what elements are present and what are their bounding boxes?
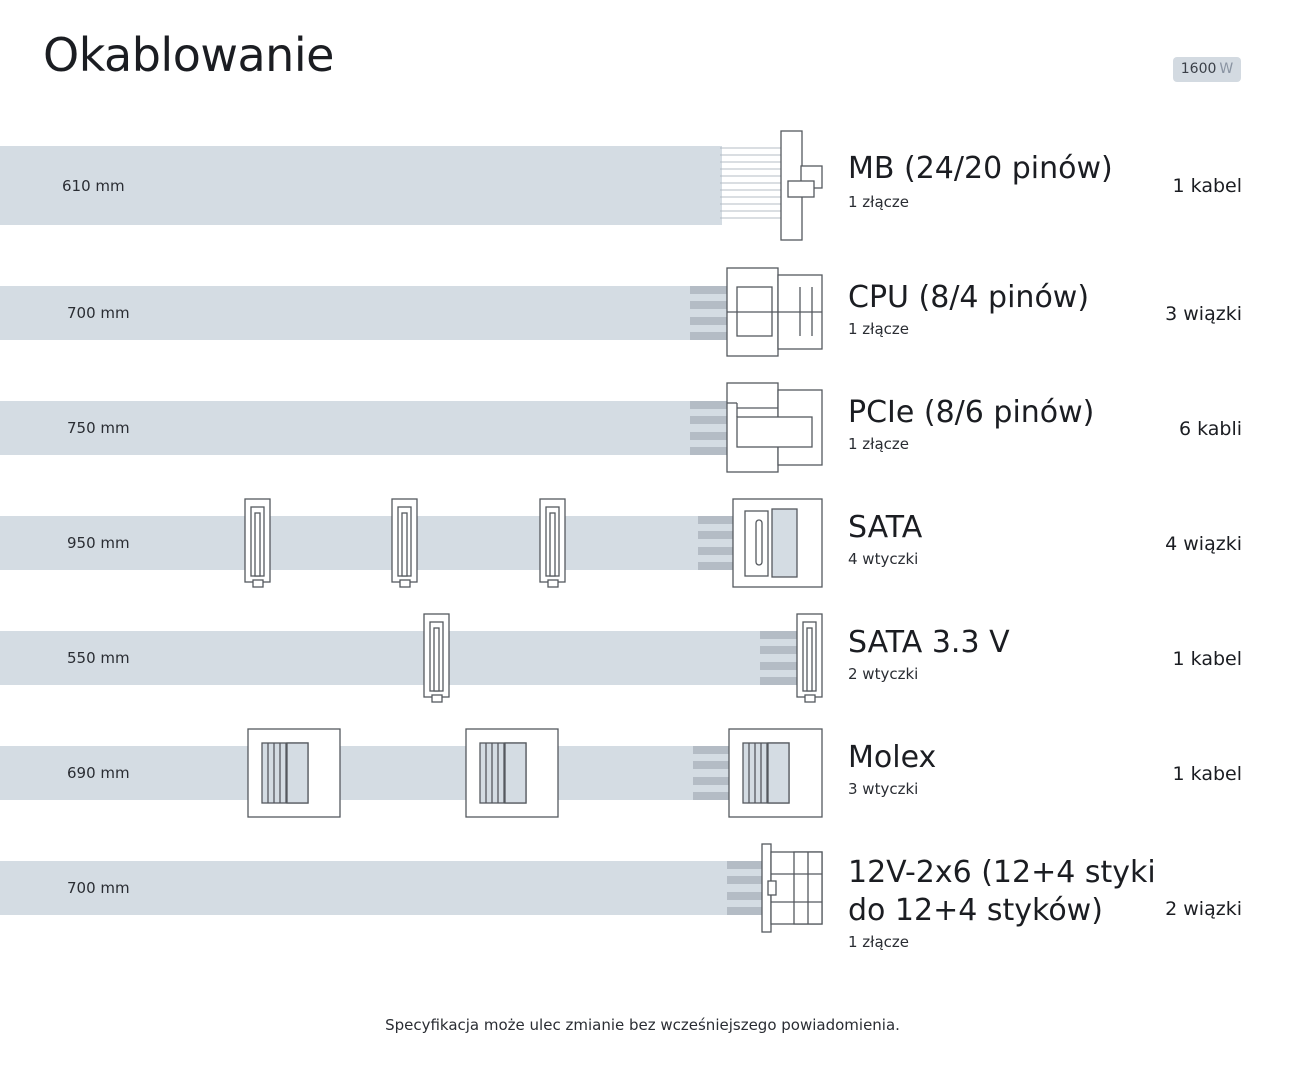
cable-name: SATA 3.3 V (848, 625, 1010, 660)
footnote: Specyfikacja może ulec zmianie bez wcześniejszego powiadomienia. (385, 1016, 900, 1034)
cable-quantity: 1 kabel (1172, 648, 1242, 670)
cable-length: 610 mm (62, 177, 125, 195)
cable-quantity: 6 kabli (1178, 418, 1242, 440)
wattage-value: 1600 (1180, 61, 1217, 77)
cable-name: PCIe (8/6 pinów) (848, 395, 1095, 430)
cable-quantity: 4 wiązki (1165, 533, 1242, 555)
page-title: Okablowanie (43, 28, 334, 82)
cable-quantity: 1 kabel (1172, 763, 1242, 785)
cable-length: 950 mm (67, 534, 130, 552)
cable-quantity: 3 wiązki (1165, 303, 1242, 325)
cable-length: 690 mm (67, 764, 130, 782)
cable-connector-count: 1 złącze (848, 435, 909, 453)
cable-plug-count: 3 wtyczki (848, 780, 919, 798)
cable-plug-count: 4 wtyczki (848, 550, 919, 568)
cable-connector-count: 1 złącze (848, 933, 909, 951)
cable-name-line2: do 12+4 styków) (848, 893, 1103, 928)
cable-connector-count: 1 złącze (848, 320, 909, 338)
cable-name: CPU (8/4 pinów) (848, 280, 1090, 315)
cable-length: 700 mm (67, 304, 130, 322)
cable-quantity: 2 wiązki (1165, 898, 1242, 920)
cable-connector-count: 1 złącze (848, 193, 909, 211)
cable-plug-count: 2 wtyczki (848, 665, 919, 683)
cable-length: 550 mm (67, 649, 130, 667)
cable-name: SATA (848, 510, 923, 545)
cable-length: 750 mm (67, 419, 130, 437)
cable-name: Molex (848, 740, 937, 775)
cable-quantity: 1 kabel (1172, 175, 1242, 197)
cable-name: MB (24/20 pinów) (848, 151, 1113, 186)
cable-length: 700 mm (67, 879, 130, 897)
cable-name-line1: 12V-2x6 (12+4 styki (848, 855, 1156, 890)
wattage-unit: W (1219, 61, 1234, 77)
